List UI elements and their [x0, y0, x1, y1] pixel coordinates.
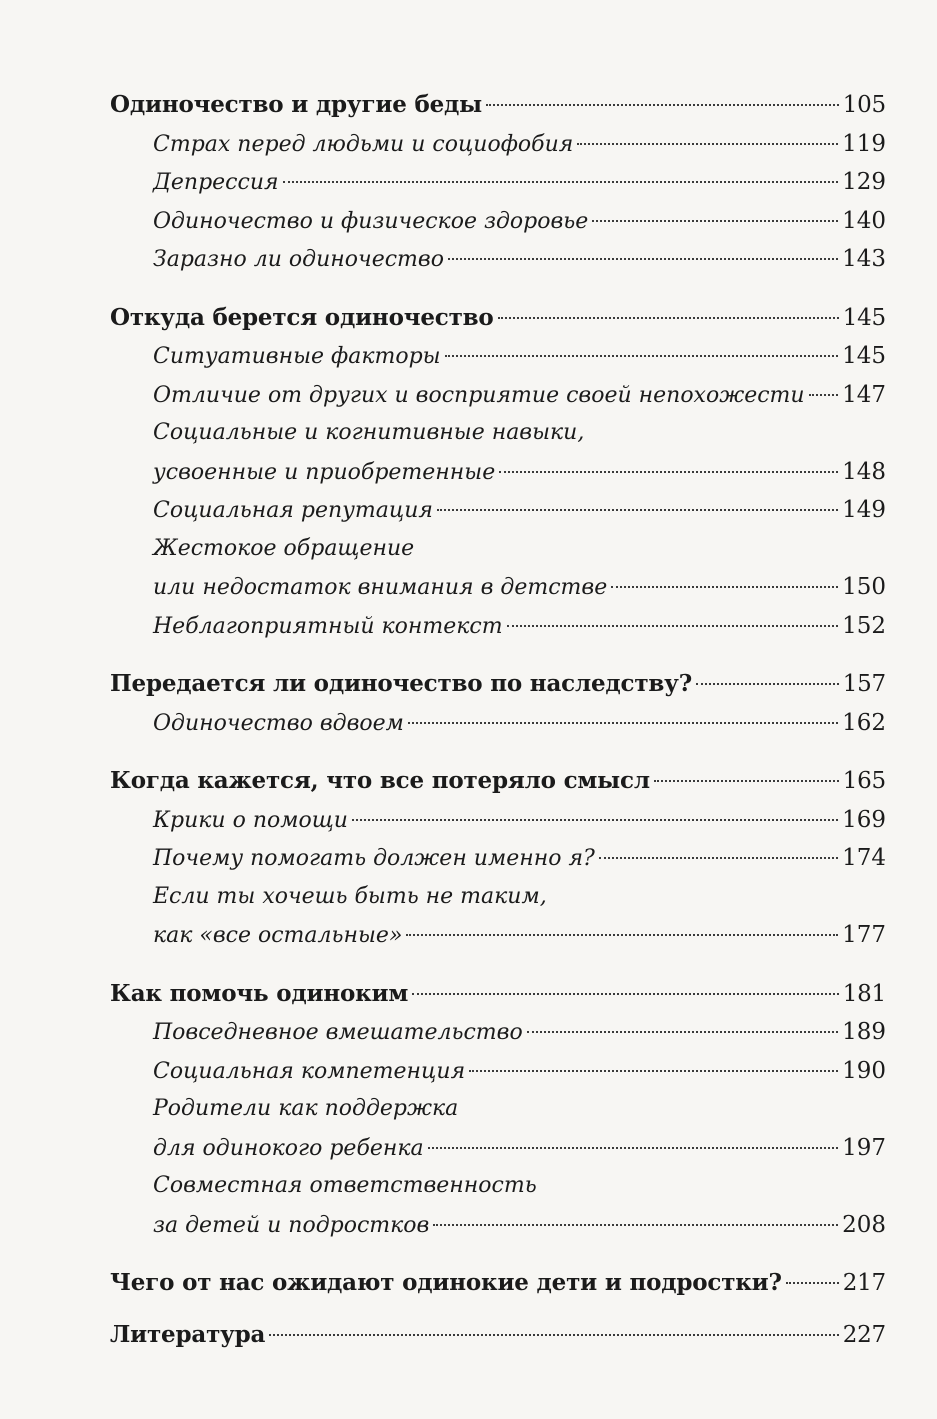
subsection-title: Повседневное вмешательство	[153, 1020, 523, 1045]
toc-subsection	[110, 1129, 886, 1168]
subsection-title: Ситуативные факторы	[153, 344, 441, 369]
page-number: 177	[842, 922, 886, 948]
page-number: 208	[842, 1211, 886, 1238]
subsection-title: для одинокого ребенка	[153, 1135, 424, 1161]
dot-leader	[469, 1070, 838, 1072]
subsection-title: Одиночество вдвоем	[153, 710, 404, 736]
toc-subsection	[110, 839, 886, 878]
toc-chapter	[110, 762, 886, 801]
dot-leader	[408, 722, 838, 724]
dot-leader	[527, 1031, 838, 1033]
dot-leader	[592, 220, 838, 222]
subsection-title: Социальная компетенция	[153, 1058, 466, 1084]
toc-subsection	[110, 376, 886, 415]
toc-subsection	[110, 1013, 886, 1052]
page-number: 150	[842, 574, 886, 600]
subsection-title: Социальные и когнитивные навыки,	[153, 420, 585, 445]
subsection-title: Одиночество и физическое здоровье	[153, 208, 589, 234]
chapter-title: Когда кажется, что все потеряло смысл	[110, 767, 650, 794]
page-number: 162	[842, 709, 886, 736]
toc-subsection	[110, 916, 886, 955]
chapter-title: Чего от нас ожидают одинокие дети и подростки?	[110, 1269, 782, 1296]
dot-leader	[428, 1147, 838, 1149]
chapter-title: Передается ли одиночество по наследству?	[110, 670, 692, 697]
page-number: 169	[842, 806, 886, 833]
dot-leader	[654, 780, 839, 782]
dot-leader	[412, 993, 839, 995]
page-number: 119	[842, 130, 886, 157]
page-number: 217	[842, 1270, 886, 1296]
dot-leader	[445, 355, 839, 357]
dot-leader	[433, 1224, 838, 1226]
dot-leader	[786, 1282, 839, 1284]
page-number: 190	[842, 1057, 886, 1084]
subsection-title: Если ты хочешь быть не таким,	[153, 883, 547, 909]
page-number: 189	[842, 1019, 886, 1045]
subsection-title: усвоенные и приобретенные	[153, 459, 496, 485]
table-of-contents	[110, 86, 886, 1354]
toc-subsection-line	[110, 414, 886, 453]
chapter-title: Литература	[110, 1320, 266, 1348]
subsection-title: Отличие от других и восприятие своей непохожести	[153, 382, 805, 408]
toc-subsection-line	[110, 878, 886, 917]
dot-leader	[448, 258, 838, 260]
toc-subsection	[110, 491, 886, 530]
dot-leader	[809, 394, 839, 396]
toc-subsection	[110, 1206, 886, 1245]
toc-chapter	[110, 299, 886, 338]
chapter-title: Откуда берется одиночество	[110, 303, 494, 331]
page-number: 145	[842, 343, 886, 369]
subsection-title: Совместная ответственность	[153, 1173, 537, 1198]
toc-subsection	[110, 202, 886, 241]
dot-leader	[498, 317, 839, 319]
dot-leader	[437, 509, 838, 511]
toc-subsection	[110, 240, 886, 279]
page-number: 181	[842, 980, 886, 1007]
subsection-title: Социальная репутация	[153, 498, 433, 523]
page-number: 174	[842, 845, 886, 871]
page-number: 152	[842, 612, 886, 639]
page-number: 140	[842, 207, 886, 234]
subsection-title: Заразно ли одиночество	[153, 247, 444, 272]
page-number: 197	[842, 1134, 886, 1161]
dot-leader	[696, 683, 839, 685]
page-number: 145	[842, 304, 886, 331]
subsection-title: Страх перед людьми и социофобия	[153, 131, 574, 157]
toc-subsection	[110, 125, 886, 164]
subsection-title: или недостаток внимания в детстве	[153, 575, 608, 600]
toc-subsection	[110, 1052, 886, 1091]
toc-subsection	[110, 568, 886, 607]
dot-leader	[486, 104, 839, 106]
page-number: 147	[842, 381, 886, 408]
toc-subsection-line	[110, 1090, 886, 1129]
toc-subsection-line	[110, 1167, 886, 1206]
dot-leader	[352, 819, 838, 821]
subsection-title: Неблагоприятный контекст	[153, 613, 503, 639]
subsection-title: Родители как поддержка	[153, 1096, 459, 1121]
page-number: 143	[842, 246, 886, 272]
toc-subsection	[110, 337, 886, 376]
page-number: 165	[842, 768, 886, 794]
page-number: 149	[842, 497, 886, 523]
dot-leader	[611, 586, 838, 588]
subsection-title: как «все остальные»	[153, 923, 403, 948]
toc-subsection	[110, 163, 886, 202]
dot-leader	[499, 471, 838, 473]
page-number: 157	[842, 671, 886, 697]
dot-leader	[283, 181, 839, 183]
page-number: 227	[842, 1321, 886, 1348]
dot-leader	[507, 625, 838, 627]
page-number: 129	[842, 169, 886, 195]
toc-chapter	[110, 86, 886, 125]
page-number: 105	[842, 92, 886, 118]
subsection-title: Жестокое обращение	[153, 535, 415, 561]
dot-leader	[406, 934, 838, 936]
dot-leader	[269, 1334, 838, 1336]
subsection-title: Почему помогать должен именно я?	[153, 846, 595, 871]
page-number: 148	[842, 458, 886, 485]
dot-leader	[599, 857, 838, 859]
subsection-title: Крики о помощи	[153, 807, 348, 833]
toc-chapter	[110, 1316, 886, 1355]
toc-chapter	[110, 975, 886, 1014]
toc-subsection-line	[110, 530, 886, 569]
toc-chapter	[110, 665, 886, 704]
toc-subsection	[110, 801, 886, 840]
dot-leader	[577, 143, 838, 145]
chapter-title: Одиночество и другие беды	[110, 91, 483, 118]
toc-chapter	[110, 1264, 886, 1303]
subsection-title: Депрессия	[153, 170, 279, 195]
subsection-title: за детей и подростков	[153, 1212, 430, 1238]
chapter-title: Как помочь одиноким	[110, 979, 409, 1007]
toc-subsection	[110, 607, 886, 646]
toc-subsection	[110, 704, 886, 743]
toc-subsection	[110, 453, 886, 492]
